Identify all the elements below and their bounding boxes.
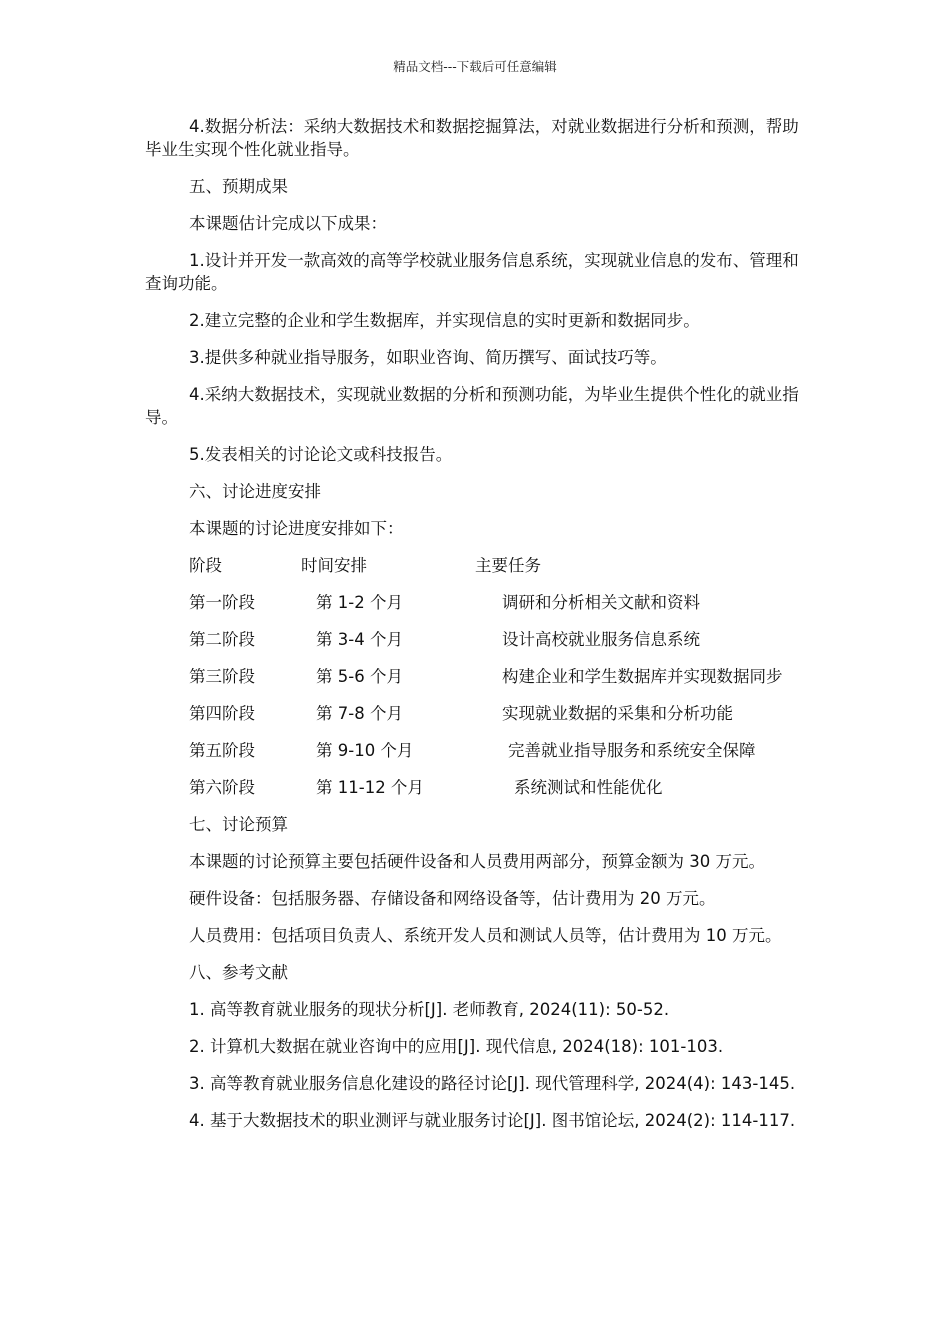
outcome-item-5: 5.发表相关的讨论论文或科技报告。 [189,445,453,464]
time-cell: 第 3-4 个月 [316,630,403,649]
stage-cell: 第二阶段 [189,630,255,649]
section-5-lead: 本课题估计完成以下成果： [189,214,387,233]
outcome-item-2: 2.建立完整的企业和学生数据库，并实现信息的实时更新和数据同步。 [189,311,700,330]
method-item-4: 4.数据分析法：采纳大数据技术和数据挖掘算法，对就业数据进行分析和预测，帮助毕业生实现个性化就业指导。 [145,117,799,159]
outcome-item-4: 4.采纳大数据技术，实现就业数据的分析和预测功能，为毕业生提供个性化的就业指导。 [145,385,799,427]
task-cell: 调研和分析相关文献和资料 [502,593,700,612]
reference-item: 2. 计算机大数据在就业咨询中的应用[J]. 现代信息, 2024(18): 101-103. [189,1037,724,1056]
stage-cell: 第四阶段 [189,704,255,723]
time-cell: 第 11-12 个月 [316,778,424,797]
schedule-row [145,628,810,651]
time-cell: 第 5-6 个月 [316,667,403,686]
section-7-title: 七、讨论预算 [189,815,288,834]
time-cell: 第 9-10 个月 [316,741,414,760]
task-cell: 实现就业数据的采集和分析功能 [502,704,733,723]
schedule-row [145,665,810,688]
time-cell: 第 1-2 个月 [316,593,403,612]
section-8-title: 八、参考文献 [189,963,288,982]
reference-item: 4. 基于大数据技术的职业测评与就业服务讨论[J]. 图书馆论坛, 2024(2): 114-117. [189,1111,796,1130]
stage-cell: 第一阶段 [189,593,255,612]
reference-item: 3. 高等教育就业服务信息化建设的路径讨论[J]. 现代管理科学, 2024(4): 143-145. [189,1074,796,1093]
schedule-row [145,739,810,762]
task-cell: 构建企业和学生数据库并实现数据同步 [502,667,783,686]
document-body [145,115,810,1146]
task-cell: 完善就业指导服务和系统安全保障 [508,741,756,760]
stage-cell: 第六阶段 [189,778,255,797]
outcome-item-1: 1.设计并开发一款高效的高等学校就业服务信息系统，实现就业信息的发布、管理和查询功能。 [145,251,799,293]
reference-item: 1. 高等教育就业服务的现状分析[J]. 老师教育, 2024(11): 50-52. [189,1000,670,1019]
section-6-lead: 本课题的讨论进度安排如下： [189,519,404,538]
col-stage-header: 阶段 [189,556,222,575]
budget-hardware: 硬件设备：包括服务器、存储设备和网络设备等，估计费用为 20 万元。 [189,889,716,908]
section-6-title: 六、讨论进度安排 [189,482,321,501]
task-cell: 系统测试和性能优化 [514,778,663,797]
schedule-row [145,776,810,799]
budget-total: 本课题的讨论预算主要包括硬件设备和人员费用两部分，预算金额为 30 万元。 [189,852,765,871]
col-task-header: 主要任务 [475,556,541,575]
budget-personnel: 人员费用：包括项目负责人、系统开发人员和测试人员等，估计费用为 10 万元。 [189,926,782,945]
schedule-row [145,591,810,614]
page-header: 精品文档---下载后可任意编辑 [393,59,557,74]
schedule-row [145,702,810,725]
stage-cell: 第三阶段 [189,667,255,686]
outcome-item-3: 3.提供多种就业指导服务，如职业咨询、简历撰写、面试技巧等。 [189,348,667,367]
stage-cell: 第五阶段 [189,741,255,760]
col-time-header: 时间安排 [301,556,367,575]
section-5-title: 五、预期成果 [189,177,288,196]
task-cell: 设计高校就业服务信息系统 [502,630,700,649]
time-cell: 第 7-8 个月 [316,704,403,723]
schedule-header-row [145,554,810,577]
